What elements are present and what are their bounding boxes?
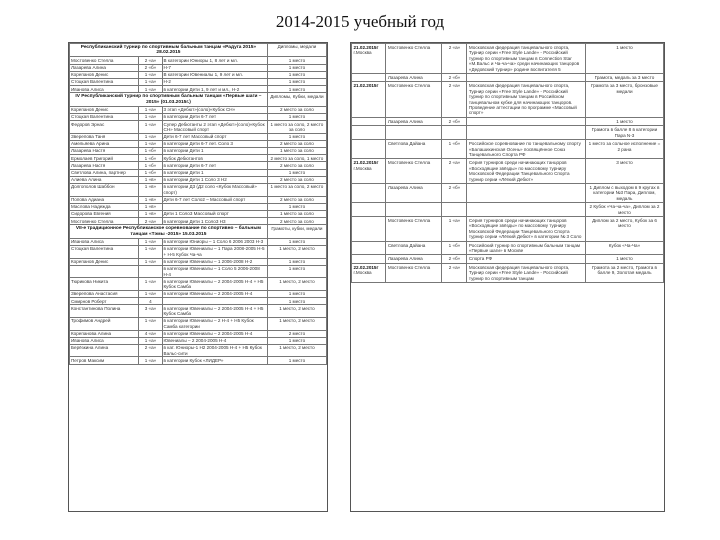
table-row xyxy=(70,169,327,176)
result-place: Грамота за 2 место, Грамота в балле 9, Золотая медаль xyxy=(585,263,663,282)
event-category xyxy=(162,203,267,210)
event-location: г.Москва xyxy=(353,165,372,171)
date-location-cell xyxy=(352,140,386,159)
class-grade: 2 «а» xyxy=(139,344,162,357)
result-place: 1 место за соло xyxy=(267,148,326,155)
table-row xyxy=(352,255,664,263)
student-name: Смирнов Роберт xyxy=(70,298,139,305)
student-name: Светлова Дайана xyxy=(386,241,442,255)
section-award-type: Дипломы, Кубки, медали xyxy=(267,93,326,106)
event-description: Московская федерация танцевального спорта, Турнир серии «Free Style Lande» - Российский турнир по спортивным танцам xyxy=(467,263,586,282)
table-row xyxy=(70,133,327,140)
result-place: 1 место, 2 место xyxy=(267,278,326,291)
class-grade xyxy=(442,203,467,217)
result-place: 1 место за соло xyxy=(267,211,326,218)
student-name: Мостовенко Стелла xyxy=(386,263,442,282)
date-location-cell xyxy=(352,117,386,125)
student-name: Берёзкина Алина xyxy=(70,344,139,357)
class-grade: 2 «б» xyxy=(442,117,467,125)
class-grade: 4 xyxy=(139,298,162,305)
event-date: 21.02.2015г xyxy=(353,83,379,89)
student-name: Иванова Алиса xyxy=(70,86,139,93)
table-row xyxy=(70,344,327,357)
result-place: Грамота, медаль за 3 место xyxy=(585,74,663,82)
class-grade: 1 «а» xyxy=(139,245,162,258)
result-place: 1 место xyxy=(267,298,326,305)
class-grade: 1 «а» xyxy=(139,238,162,245)
student-name: Стоцкая Валентина xyxy=(70,78,139,85)
class-grade: 1 «б» xyxy=(139,162,162,169)
event-category: в категории Ювениалы – 1 Соло 5 2006-2008 Н-4 xyxy=(162,265,267,278)
event-date: 21.02.2015г xyxy=(353,160,379,166)
class-grade: 2 «а» xyxy=(442,263,467,282)
date-location-cell xyxy=(352,82,386,117)
student-name: Зверепова Таня xyxy=(70,133,139,140)
table-row xyxy=(70,245,327,258)
event-category: в категории Ювениалы – 2 Н-4 + Н5 Кубок Самба категории xyxy=(162,317,267,330)
table-row xyxy=(70,78,327,85)
result-place: 1 место xyxy=(267,169,326,176)
table-row xyxy=(70,71,327,78)
class-grade: 1 «в» xyxy=(139,196,162,203)
class-grade: 1 «а» xyxy=(139,86,162,93)
student-name xyxy=(70,265,139,278)
student-name: Мостовенко Стелла xyxy=(386,82,442,117)
class-grade: 1 «а» xyxy=(139,121,162,134)
student-name: Корепанова Алина xyxy=(70,330,139,337)
date-location-cell xyxy=(352,183,386,202)
student-name: Маслова Надежда xyxy=(70,203,139,210)
result-place: 1 место xyxy=(585,117,663,125)
result-place: 1 место, 2 место xyxy=(267,317,326,330)
table-row xyxy=(70,86,327,93)
student-name: Константинова Полина xyxy=(70,305,139,318)
result-place: 1 место xyxy=(585,255,663,263)
event-category: Супер Дебютанты 2 этап «Дебют»(соло)«Кубок СН» Массовый спорт xyxy=(162,121,267,134)
class-grade: 2 «а» xyxy=(442,44,467,74)
event-category: в категории Ювениалы – 1 2006-2008 Н-2 xyxy=(162,258,267,265)
table-row xyxy=(352,241,664,255)
student-name: Петров Максим xyxy=(70,357,139,364)
table-row xyxy=(70,155,327,162)
event-category: Н-7 xyxy=(162,64,267,71)
result-place: 1 место xyxy=(267,290,326,297)
class-grade: 1 «в» xyxy=(139,211,162,218)
student-name: Лазарева Алина xyxy=(386,255,442,263)
table-row xyxy=(352,203,664,217)
student-name: Мостовенко Стелла xyxy=(386,159,442,184)
result-place: Грамота за 3 место, бронзовые медали xyxy=(585,82,663,117)
event-category: в кат. Юниоры-1 Н2 2004-2005 Н-4 + Н5 Кубок Вальс-сити xyxy=(162,344,267,357)
table-row xyxy=(70,305,327,318)
event-category: Н-2 xyxy=(162,78,267,85)
right-results-table xyxy=(350,42,665,512)
student-name: Амельяева Арина xyxy=(70,140,139,147)
section-title: IV Республиканский турнир по спортивным бальным танцам «Первые шаги – 2015» (01.03.2015г.) xyxy=(70,93,268,106)
result-place: 1 Диплом с выходом в 9 кругах в категории №3 Пара, Диплом, медаль xyxy=(585,183,663,202)
event-location: г.Москва xyxy=(353,50,372,56)
table-row xyxy=(352,82,664,117)
student-name: Трофимов Андрей xyxy=(70,317,139,330)
section-header-row xyxy=(70,93,327,106)
event-category: в категории Дети 1 xyxy=(162,169,267,176)
table-row xyxy=(70,64,327,71)
event-date: 22.02.2015г xyxy=(353,264,379,270)
table-row xyxy=(70,337,327,344)
class-grade: 1 «а» xyxy=(139,357,162,364)
table-row xyxy=(70,106,327,113)
event-description xyxy=(467,117,586,125)
class-grade: 1 «а» xyxy=(139,317,162,330)
class-grade: 1 «а» xyxy=(139,113,162,120)
class-grade: 1 «а» xyxy=(139,337,162,344)
class-grade: 1 «а» xyxy=(139,133,162,140)
date-location-cell xyxy=(352,44,386,74)
class-grade: 4 «а» xyxy=(139,330,162,337)
result-place: Грамота в балле 8 в категории Пара N-3 xyxy=(585,126,663,140)
event-date: 21.02.2015г xyxy=(353,45,379,50)
date-location-cell xyxy=(352,74,386,82)
event-description xyxy=(467,183,586,202)
event-category: в категории Дети 1 Соло 3 Н2 xyxy=(162,176,267,183)
event-category xyxy=(162,298,267,305)
event-description xyxy=(467,126,586,140)
student-name: Стоцкая Валентина xyxy=(70,113,139,120)
table-row xyxy=(70,211,327,218)
result-place: 1 место xyxy=(267,203,326,210)
class-grade: 2 «б» xyxy=(442,74,467,82)
date-location-cell xyxy=(352,255,386,263)
student-name: Мостовенко Стелла xyxy=(70,218,139,225)
table-row xyxy=(70,148,327,155)
document-title: 2014-2015 учебный год xyxy=(275,12,445,31)
date-location-cell xyxy=(352,216,386,241)
event-description: Российский турнир по спортивным бальным танцам «Первые шаги» в Москве xyxy=(467,241,586,255)
result-place: Диплом за 2 место, Кубок за 6 место xyxy=(585,216,663,241)
class-grade: 2 «б» xyxy=(442,183,467,202)
event-description: Спорта РФ xyxy=(467,255,586,263)
event-category: в категории Дети 6-7 лет xyxy=(162,113,267,120)
table-row xyxy=(70,113,327,120)
table-row xyxy=(352,126,664,140)
event-description: Серия турниров среди начинающих танцоров «Восходящие звёзды» по массовому турниру Московской Федерации Танцевального Спорта турнир серии «Лёгкий Дебют» xyxy=(467,159,586,184)
student-name xyxy=(386,203,442,217)
class-grade xyxy=(442,126,467,140)
event-category: в категории Дети 1, 9 лет и мл., Н-2 xyxy=(162,86,267,93)
event-description: Московская федерация танцевального спорта, Турнир серии «Free Style Lande» - Российский турнир по спортивным танцам в Connection Star «М.Вальс и Ча-ча-ча» среди начинающих танцоров «Дедовский турнир» родине воспитателя 5 xyxy=(467,44,586,74)
section-award-type: Дипломы, медали xyxy=(267,44,326,57)
result-place: 1 место за сольное исполнение = 2 рана xyxy=(585,140,663,159)
student-name: Иванова Алиса xyxy=(70,337,139,344)
event-category: в категории Ювениалы – 1 Пара 2008-2005 Н-5 + Н-5 Кубок Ча-ча xyxy=(162,245,267,258)
class-grade: 1 «б» xyxy=(139,148,162,155)
date-location-cell xyxy=(352,203,386,217)
result-place: 2 место xyxy=(267,330,326,337)
student-name: Лазарева Настя xyxy=(70,162,139,169)
table-row xyxy=(352,263,664,282)
result-place: 1 место за соло, 2 место xyxy=(267,184,326,197)
table-row xyxy=(352,159,664,184)
event-location: г.Москва xyxy=(353,270,372,276)
result-place: 1 место xyxy=(267,357,326,364)
student-name: Лазарева Алина xyxy=(386,117,442,125)
event-category: в категории Дети 6-7 лет. Соло 3 xyxy=(162,140,267,147)
student-name: Стоцкая Валентина xyxy=(70,245,139,258)
event-category: в категории Дети 1 Соло3 Н3 xyxy=(162,218,267,225)
date-location-cell xyxy=(352,241,386,255)
event-description xyxy=(467,74,586,82)
class-grade xyxy=(139,265,162,278)
table-row xyxy=(352,216,664,241)
event-category: в категории Ювениалы – 2 2004-2005 Н-4 xyxy=(162,330,267,337)
result-place: 1 место xyxy=(267,57,326,64)
event-category: в категории Д3 (Д2 соло «Кубок Массовый» спорт) xyxy=(162,184,267,197)
student-name: Долгополов Шаббон xyxy=(70,184,139,197)
table-row xyxy=(70,298,327,305)
event-category: Дети 6-7 лет Соло2 – Массовый спорт xyxy=(162,196,267,203)
event-category: В категории Ювениалы 1, 9 лет и мл. xyxy=(162,71,267,78)
event-category: Ювениалы – 2 2004-2005 Н-4 xyxy=(162,337,267,344)
class-grade: 1 «а» xyxy=(139,71,162,78)
table-row xyxy=(352,140,664,159)
event-category: в категории Ювениалы – 2 2004-2005 Н-4 xyxy=(162,290,267,297)
class-grade: 1 «а» xyxy=(139,278,162,291)
event-category: в категории Ювениалы – 2 2004-2005 Н-4 + Н5 Кубок Самба xyxy=(162,305,267,318)
result-place: 2 место за соло xyxy=(267,196,326,203)
student-name: Мостовенко Стелла xyxy=(70,57,139,64)
table-row xyxy=(70,218,327,225)
event-category: в категории Кубок «ЛИДЕР» xyxy=(162,357,267,364)
table-row xyxy=(70,238,327,245)
event-description: Российское соревнование по танцевальному спорту «Балашихинская Осень» посвящённое Союз Танцевального Спорта РФ xyxy=(467,140,586,159)
result-place: 1 место xyxy=(267,133,326,140)
student-name: Тюрикова Никита xyxy=(70,278,139,291)
student-name: Лазарева Настя xyxy=(70,148,139,155)
result-place: 2 место за соло xyxy=(267,218,326,225)
class-grade: 1 «а» xyxy=(139,258,162,265)
student-name: Корепанов Денис xyxy=(70,258,139,265)
section-header-row xyxy=(70,44,327,57)
date-location-cell xyxy=(352,263,386,282)
class-grade: 1 «б» xyxy=(442,241,467,255)
date-location-cell xyxy=(352,159,386,184)
class-grade: 2 «а» xyxy=(442,159,467,184)
event-category: 3 этап «Дебют»(соло)«Кубок СН» xyxy=(162,106,267,113)
result-place: 1 место xyxy=(267,64,326,71)
event-category: в категории Ювениалы – 2 2004-2005 Н-4 + Н5 Кубок Самба xyxy=(162,278,267,291)
table-row xyxy=(70,265,327,278)
class-grade: 1 «б» xyxy=(139,155,162,162)
result-place: 1 место, 2 место xyxy=(267,245,326,258)
table-row xyxy=(70,176,327,183)
class-grade: 1 «в» xyxy=(139,203,162,210)
result-place: 1 место за соло, 2 место за соло xyxy=(267,121,326,134)
date-location-cell xyxy=(352,126,386,140)
class-grade: 2 «а» xyxy=(442,82,467,117)
student-name: Попова Адиана xyxy=(70,196,139,203)
event-category: в категории Юниоры – 1 Соло 6 2006 2003 Н-3 xyxy=(162,238,267,245)
class-grade: 1 «а» xyxy=(139,290,162,297)
class-grade: 1 «в» xyxy=(139,184,162,197)
table-row xyxy=(70,258,327,265)
student-name: Светлова Алина, партнер xyxy=(70,169,139,176)
event-category: Дети 6-7 лет Массовый спорт xyxy=(162,133,267,140)
table-row xyxy=(352,74,664,82)
result-place: 3 место xyxy=(585,159,663,184)
result-place: 2 место за соло, 1 место xyxy=(267,155,326,162)
class-grade: 2 «а» xyxy=(139,57,162,64)
class-grade: 1 «а» xyxy=(442,216,467,241)
table-row xyxy=(70,330,327,337)
table-row xyxy=(70,57,327,64)
section-title: VII-е традиционное Республиканское соревнование по спортивно – бальным танцам «Тэмы -2015» 15.03.2015 xyxy=(70,225,268,238)
student-name xyxy=(386,126,442,140)
section-header-row xyxy=(70,225,327,238)
table-row xyxy=(70,196,327,203)
result-place: Кубок «Ча-Ча» xyxy=(585,241,663,255)
result-place: 1 место, 2 место xyxy=(267,344,326,357)
result-place: 2 место за соло xyxy=(267,162,326,169)
section-award-type: Грамоты, кубки, медали xyxy=(267,225,326,238)
table-row xyxy=(70,162,327,169)
section-title: Республиканский турнир по спортивным бальным танцам «Радуга 2015» 28.02.2015 xyxy=(70,44,268,57)
event-category: Дети 1 Соло3 Массовый спорт xyxy=(162,211,267,218)
result-place: 1 место xyxy=(267,113,326,120)
class-grade: 1 «а» xyxy=(139,78,162,85)
event-category: В категории Юниоры 1, 8 лет и мл. xyxy=(162,57,267,64)
student-name: Мостовенко Стелла xyxy=(386,216,442,241)
student-name: Лазарева Алина xyxy=(386,74,442,82)
class-grade: 2 «б» xyxy=(139,64,162,71)
result-place: 1 место xyxy=(267,78,326,85)
table-row xyxy=(70,140,327,147)
result-place: 1 место xyxy=(267,258,326,265)
result-place: 1 место, 2 место xyxy=(267,305,326,318)
result-place: 2 Кубок «Ча-ча-ча», Диплом за 2 место xyxy=(585,203,663,217)
student-name: Иванова Алиса xyxy=(70,238,139,245)
result-place: 2 место за соло xyxy=(267,140,326,147)
table-row xyxy=(70,317,327,330)
result-place: 2 место за соло xyxy=(267,176,326,183)
class-grade: 1 «а» xyxy=(139,106,162,113)
student-name: Зверепова Анастасия xyxy=(70,290,139,297)
student-name: Федоров Эрнас xyxy=(70,121,139,134)
result-place: 1 место xyxy=(267,71,326,78)
student-name: Лазарева Алина xyxy=(386,183,442,202)
student-name: Корепанов Денис xyxy=(70,71,139,78)
table-row xyxy=(70,290,327,297)
student-name: Лазарева Алина xyxy=(70,64,139,71)
student-name: Мостовенко Стелла xyxy=(386,44,442,74)
student-name: Корепанов Денис xyxy=(70,106,139,113)
result-place: 1 место xyxy=(267,265,326,278)
event-description: Московская федерация танцевального спорта, Турнир серии «Free Style Lande» - Российский турнир по спортивным танцам в Российском танцевальном кубке для начинающих танцоров. Проведение аттестации по программе «Массовый спорт» xyxy=(467,82,586,117)
result-place: 1 место xyxy=(267,86,326,93)
table-row xyxy=(70,203,327,210)
result-place: 1 место xyxy=(585,44,663,74)
left-results-table xyxy=(68,42,328,512)
result-place: 1 место xyxy=(267,238,326,245)
student-name: Сидорова Евгения xyxy=(70,211,139,218)
table-row xyxy=(70,121,327,134)
table-row xyxy=(352,44,664,74)
student-name: Ермолаев Григорий xyxy=(70,155,139,162)
class-grade: 1 «а» xyxy=(139,140,162,147)
event-description xyxy=(467,203,586,217)
event-description: Серия турниров среди начинающих танцоров «Восходящие звёзды» по массовому турниру Московской Федерации Танцевального Спорта турнир серии «Лёгкий Дебют» в категории № 3 Соло xyxy=(467,216,586,241)
class-grade: 1 «б» xyxy=(139,169,162,176)
event-category: в категории Дети 6-7 лет xyxy=(162,162,267,169)
event-category: Кубок Дебютантов xyxy=(162,155,267,162)
class-grade: 1 «в» xyxy=(139,176,162,183)
event-category: в категории Дети 1 xyxy=(162,148,267,155)
table-row xyxy=(352,183,664,202)
student-name: Светлова Дайана xyxy=(386,140,442,159)
table-row xyxy=(352,117,664,125)
class-grade: 2 «б» xyxy=(442,255,467,263)
result-place: 1 место xyxy=(267,337,326,344)
class-grade: 1 «б» xyxy=(442,140,467,159)
class-grade: 3 «а» xyxy=(139,305,162,318)
result-place: 2 место за соло xyxy=(267,106,326,113)
table-row xyxy=(70,184,327,197)
class-grade: 2 «а» xyxy=(139,218,162,225)
student-name: Алиева Алина xyxy=(70,176,139,183)
table-row xyxy=(70,278,327,291)
table-row xyxy=(70,357,327,364)
